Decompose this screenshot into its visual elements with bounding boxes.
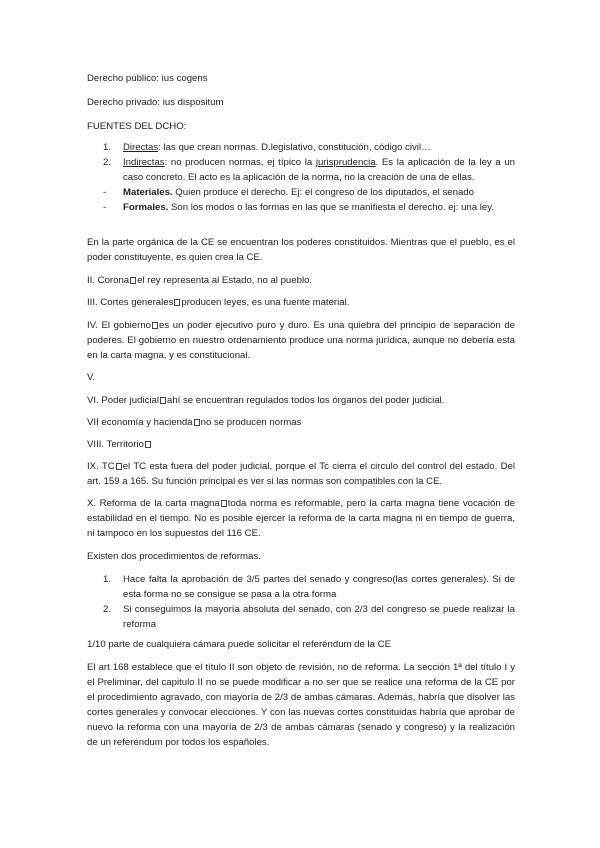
list-item-indirectas	[87, 155, 515, 185]
placeholder-glyph-icon	[152, 322, 158, 329]
placeholder-glyph-icon	[194, 419, 200, 426]
paragraph-existen: Existen dos procedimientos de reformas.	[87, 551, 261, 562]
list-marker: -	[103, 187, 107, 198]
line-derecho-publico: Derecho público: ius cogens	[87, 73, 208, 84]
paragraph-tc: IX. TC el TC esta fuera del poder judicial, porque el Tc cierra el circulo del control del estado. Del art. 159 a 165. Su función principal es ver si las normas son compatibles con la CE.	[87, 461, 515, 487]
placeholder-glyph-icon	[130, 277, 136, 284]
term-indirectas: Indirectas	[123, 157, 165, 168]
list-marker: 1.	[103, 142, 112, 153]
placeholder-glyph-icon	[221, 500, 227, 507]
list-text: . Es la aplicación de la ley a un caso concreto. El acto es la aplicación de la norma, no la creación de una de ellas.	[123, 157, 515, 183]
term-directas: Directas	[123, 142, 159, 153]
paragraph-cortes: III. Cortes generales producen leyes, es una fuente material.	[87, 297, 350, 308]
link-jurisprudencia[interactable]: jurisprudencia	[315, 157, 376, 168]
paragraph-v: V.	[87, 372, 96, 383]
list-text: : las que crean normas. D.legislativo, constitución, código civil…	[158, 142, 431, 153]
paragraph-territorio: VIII. Territorio	[87, 437, 515, 452]
term-materiales: Materiales.	[123, 187, 173, 198]
list-item-materiales	[87, 185, 515, 200]
paragraph-gobierno: IV. El gobierno es un poder ejecutivo puro y duro. Es una quiebra del principio de separación de poderes. El gobierno en nuestro ordenamiento produce una norma jurídica, aunque no debería esta en la carta magna, y es constitucional.	[87, 320, 515, 361]
heading-fuentes: FUENTES DEL DCHO:	[87, 121, 187, 132]
placeholder-glyph-icon	[145, 441, 151, 448]
list-text: Si conseguimos la mayoría absoluta del senado, con 2/3 del congreso se puede realizar la reforma	[123, 604, 515, 630]
list-text: Son los modos o las formas en las que se manifiesta el derecho. ej: una ley.	[168, 202, 494, 213]
placeholder-glyph-icon	[160, 397, 166, 404]
list-item-directas	[87, 140, 515, 155]
list-text: : no producen normas, ej típico la	[164, 157, 316, 168]
list-marker: -	[103, 202, 107, 213]
line-derecho-privado: Derecho privado: ius dispositum	[87, 97, 224, 108]
list-item-formales	[87, 200, 515, 215]
list-text: Quien produce el derecho. Ej: el congreso de los diputados, el senado	[172, 187, 474, 198]
paragraph-referendum: 1/10 parte de cualquiera cámara puede solicitar el referéndum de la CE	[87, 639, 391, 650]
term-formales: Formales.	[123, 202, 169, 213]
list-item-procedimiento-2	[87, 602, 515, 632]
list-marker: 1.	[103, 574, 112, 585]
paragraph-art-168: El art 168 establece que el título II son objeto de revisión, no de reforma. La sección 1ª del título I y el Preliminar, del capitulo II no se puede modificar a no ser que se realice una reforma de la CE por el procedimiento agravado, con mayoría de 2/3 de ambas cámaras. Además, habría que disolver las cortes generales y convocar elecciones. Y con las nuevas cortes constituidas habría que aprobar de nuevo la reforma con una mayoría de 2/3 de ambas cámaras (senado y congreso) y la realización de un referéndum por todos los españoles.	[87, 662, 515, 748]
paragraph-reforma: X. Reforma de la carta magna toda norma es reformable, pero la carta magna tiene vocación de estabilidad en el tiempo. No es posible ejercer la reforma de la carta magna ni en tiempo de guerra, ni tampoco en los supuestos del 116 CE.	[87, 498, 515, 539]
list-marker: 2.	[103, 604, 112, 615]
placeholder-glyph-icon	[174, 299, 180, 306]
list-text: Hace falta la aprobación de 3/5 partes del senado y congreso(las cortes generales). Si de esta forma no se consigue se pasa a la otra forma	[123, 574, 515, 600]
paragraph-economia: VII economía y hacienda no se producen normas	[87, 417, 302, 428]
list-item-procedimiento-1	[87, 572, 515, 602]
list-marker: 2.	[103, 157, 112, 168]
paragraph-corona: II. Corona el rey representa al Estado, no al pueblo.	[87, 275, 313, 286]
paragraph-parte-organica: En la parte orgánica de la CE se encuentran los poderes constituidos. Mientras que el pueblo, es el poder constituyente, es quien crea la CE.	[87, 237, 515, 263]
placeholder-glyph-icon	[116, 463, 122, 470]
paragraph-poder-judicial: VI. Poder judicial ahí se encuentran regulados todos los órganos del poder judicial.	[87, 395, 445, 406]
